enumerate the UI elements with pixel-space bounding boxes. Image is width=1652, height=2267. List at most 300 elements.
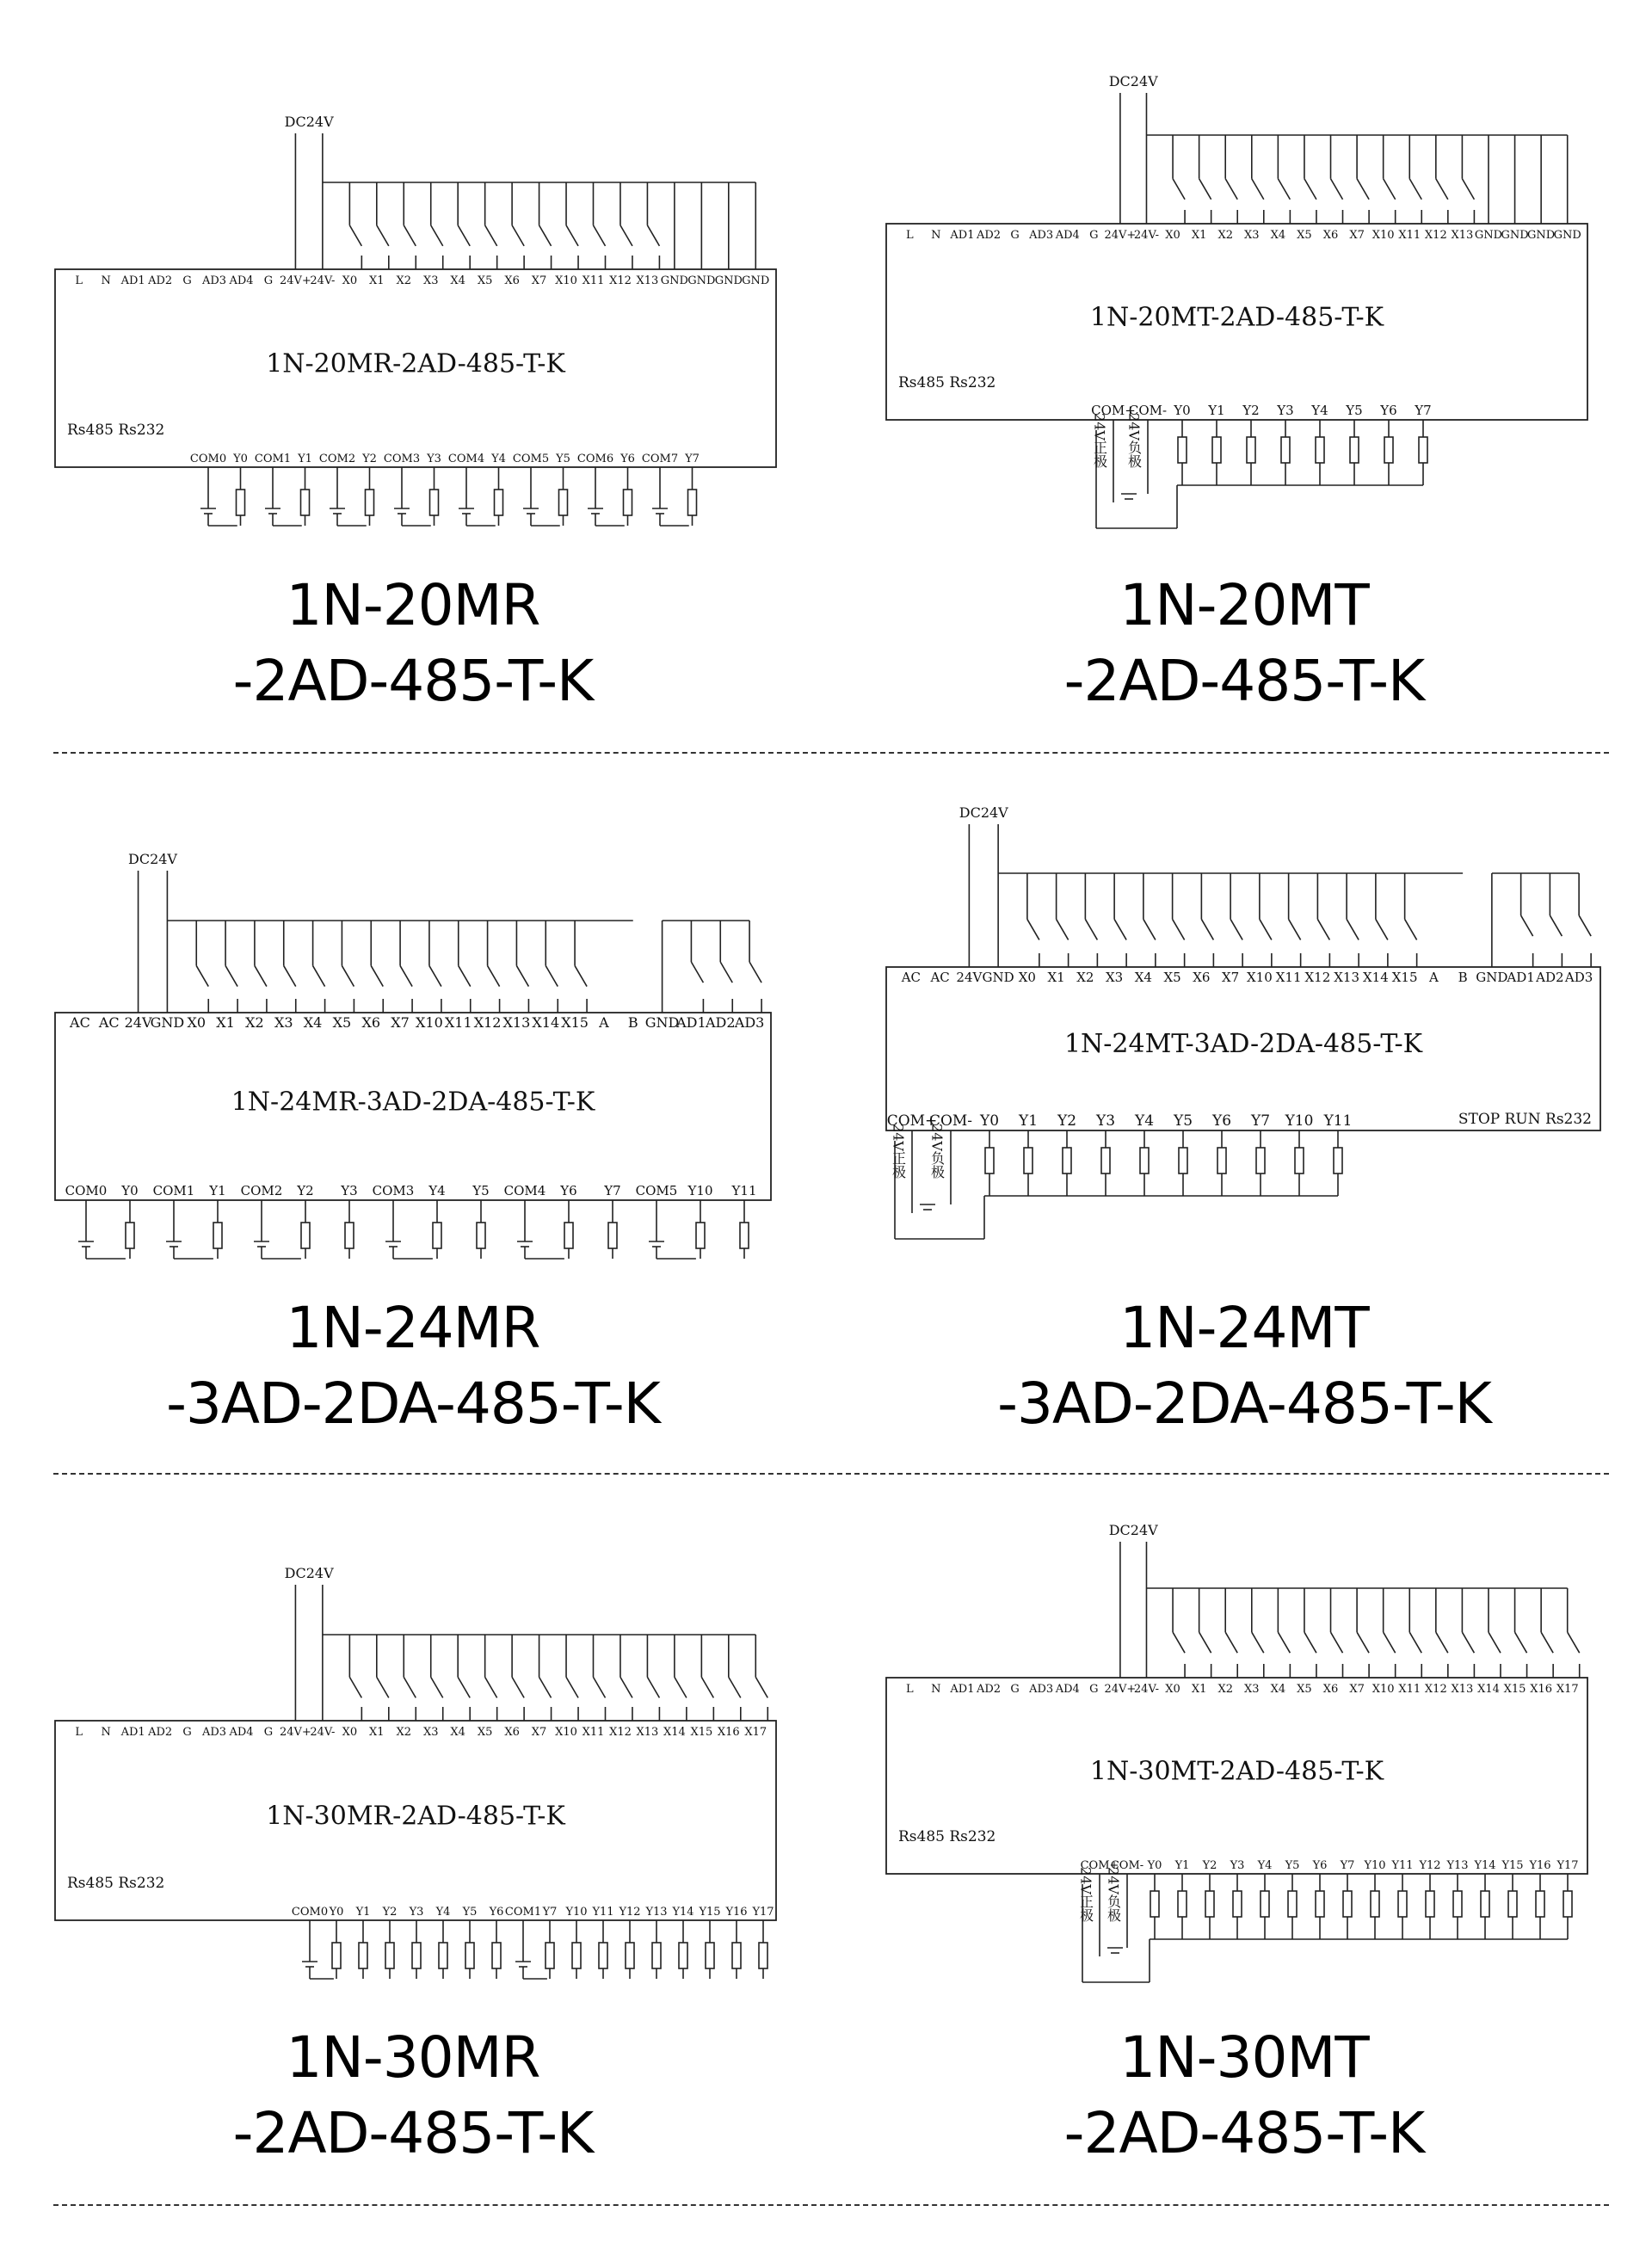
bottom-terminal-label: Y4 (1311, 403, 1328, 418)
switch-contact (485, 225, 497, 246)
resistor-icon (465, 1943, 474, 1968)
bottom-terminal-label: Y13 (645, 1906, 668, 1919)
top-terminal-label: X0 (1165, 1683, 1180, 1696)
switch-contact (1114, 919, 1126, 939)
caption-line-1: 1N-24MR (286, 1295, 540, 1361)
power-label: DC24V (128, 851, 177, 867)
bottom-terminal-label: COM1 (504, 1906, 542, 1919)
bottom-terminal-label: Y1 (209, 1183, 226, 1198)
top-terminal-label: GND (1476, 970, 1508, 985)
bottom-terminal-label: Y15 (699, 1906, 721, 1919)
top-terminal-label: AD4 (1055, 1683, 1080, 1696)
top-terminal-label: B (627, 1014, 638, 1031)
top-terminal-label: GND (660, 274, 688, 287)
power-label: DC24V (1108, 73, 1158, 89)
top-terminal-label: X5 (332, 1014, 352, 1031)
top-terminal-label: X7 (1222, 970, 1240, 985)
bottom-terminal-label: Y17 (752, 1906, 774, 1919)
top-terminal-label: X2 (396, 1726, 412, 1739)
switch-contact (647, 225, 659, 246)
module-title: 1N-20MT-2AD-485-T-K (1089, 302, 1384, 333)
switch-contact (1521, 915, 1533, 936)
negative-label: 24V负极 (928, 1124, 946, 1179)
switch-contact (512, 1677, 524, 1697)
bottom-terminal-label: Y0 (329, 1906, 344, 1919)
separator-1 (53, 752, 1609, 754)
top-terminal-label: AD4 (229, 274, 254, 287)
resistor-icon (237, 490, 245, 515)
bottom-terminal-label: Y11 (731, 1183, 757, 1198)
module-title: 1N-30MT-2AD-485-T-K (1089, 1756, 1384, 1787)
top-terminal-label: X4 (303, 1014, 323, 1031)
bottom-terminal-label: Y4 (435, 1906, 451, 1919)
resistor-icon (1508, 1891, 1517, 1917)
top-terminal-label: GND (1527, 229, 1556, 242)
top-terminal-label: X4 (1270, 229, 1286, 242)
top-terminal-label: X11 (1275, 970, 1302, 985)
top-terminal-label: X11 (582, 1726, 605, 1739)
switch-contact (1173, 1632, 1185, 1653)
power-label: DC24V (959, 804, 1008, 821)
resistor-icon (1453, 1891, 1462, 1917)
top-terminal-label: X10 (1372, 229, 1395, 242)
bottom-terminal-label: COM- (928, 1112, 973, 1130)
top-terminal-label: X3 (1244, 1683, 1260, 1696)
resistor-icon (1024, 1148, 1032, 1174)
separator-3 (53, 2204, 1609, 2206)
bottom-terminal-label: COM- (1110, 1859, 1144, 1872)
top-terminal-label: A (1428, 970, 1439, 985)
top-terminal-label: X2 (245, 1014, 264, 1031)
top-terminal-label: L (905, 229, 914, 242)
switch-contact (1260, 919, 1272, 939)
switch-contact (313, 966, 325, 987)
bottom-terminal-label: COM+ (1091, 403, 1136, 418)
caption-line-1: 1N-20MR (286, 572, 540, 638)
switch-contact (404, 225, 416, 246)
switch-contact (1057, 919, 1069, 939)
negative-label: 24V负极 (1125, 413, 1143, 468)
top-terminal-label: X1 (1047, 970, 1065, 985)
power-label: DC24V (284, 114, 334, 130)
resistor-icon (688, 490, 697, 515)
top-terminal-label: 24V- (1133, 1683, 1160, 1696)
resistor-icon (1426, 1891, 1434, 1917)
switch-contact (431, 1677, 443, 1697)
bottom-terminal-label: COM5 (512, 453, 550, 465)
resistor-icon (1398, 1891, 1407, 1917)
module-title: 1N-24MR-3AD-2DA-485-T-K (231, 1087, 595, 1118)
switch-contact (1550, 915, 1562, 936)
top-terminal-label: X2 (1076, 970, 1094, 985)
comm-label: Rs485 Rs232 (898, 1828, 996, 1845)
switch-contact (404, 1677, 416, 1697)
bottom-terminal-label: Y7 (1250, 1112, 1271, 1130)
resistor-icon (679, 1943, 687, 1968)
top-terminal-label: X13 (1451, 1683, 1474, 1696)
resistor-icon (366, 490, 374, 515)
bottom-terminal-label: COM- (1128, 403, 1168, 418)
resistor-icon (495, 490, 503, 515)
top-terminal-label: B (1458, 970, 1468, 985)
resistor-icon (706, 1943, 714, 1968)
bottom-terminal-label: Y5 (1285, 1859, 1300, 1872)
bottom-terminal-label: Y0 (233, 453, 248, 465)
top-terminal-label: G (1010, 1683, 1020, 1696)
top-terminal-label: X3 (422, 1726, 439, 1739)
switch-contact (1304, 179, 1316, 200)
switch-contact (458, 225, 470, 246)
switch-contact (749, 962, 761, 983)
top-terminal-label: X13 (502, 1014, 531, 1031)
top-terminal-label: X13 (636, 1726, 659, 1739)
switch-contact (516, 966, 528, 987)
top-terminal-label: X4 (450, 274, 465, 287)
resistor-icon (1212, 437, 1221, 463)
switch-contact (1252, 179, 1264, 200)
top-terminal-label: X11 (1398, 1683, 1421, 1696)
switch-contact (459, 966, 471, 987)
resistor-icon (1150, 1891, 1159, 1917)
resistor-icon (652, 1943, 661, 1968)
top-terminal-label: X3 (1106, 970, 1124, 985)
switch-contact (1225, 1632, 1237, 1653)
top-terminal-label: X6 (361, 1014, 381, 1031)
bottom-terminal-label: Y7 (685, 453, 700, 465)
bottom-terminal-label: COM7 (641, 453, 679, 465)
top-terminal-label: AD3 (734, 1014, 765, 1031)
bottom-terminal-label: Y5 (1173, 1112, 1193, 1130)
bottom-terminal-label: COM0 (189, 453, 227, 465)
top-terminal-label: X1 (216, 1014, 235, 1031)
top-terminal-label: X5 (477, 274, 493, 287)
top-terminal-label: AD1 (676, 1014, 706, 1031)
resistor-icon (430, 490, 439, 515)
switch-contact (342, 966, 354, 987)
switch-contact (575, 966, 587, 987)
top-terminal-label: X12 (609, 274, 632, 287)
bottom-terminal-label: Y0 (121, 1183, 139, 1198)
switch-contact (1515, 1632, 1527, 1653)
caption-24mr (86, 1291, 740, 1442)
bottom-terminal-label: COM1 (254, 453, 292, 465)
top-terminal-label: AD2 (976, 1683, 1002, 1696)
switch-contact (1541, 1632, 1553, 1653)
top-terminal-label: AD2 (976, 229, 1002, 242)
top-terminal-label: X5 (477, 1726, 493, 1739)
bottom-terminal-label: Y1 (298, 453, 312, 465)
top-terminal-label: G (263, 274, 274, 287)
resistor-icon (433, 1223, 441, 1248)
resistor-icon (1178, 437, 1187, 463)
resistor-icon (492, 1943, 501, 1968)
top-terminal-label: G (263, 1726, 274, 1739)
resistor-icon (477, 1223, 485, 1248)
top-terminal-label: X4 (1270, 1683, 1286, 1696)
bottom-terminal-label: Y1 (1174, 1859, 1190, 1872)
top-terminal-label: AD4 (1055, 229, 1080, 242)
switch-contact (371, 966, 383, 987)
top-terminal-label: X1 (369, 274, 385, 287)
top-terminal-label: X5 (1297, 229, 1312, 242)
top-terminal-label: X14 (1362, 970, 1389, 985)
bottom-terminal-label: Y0 (1147, 1859, 1162, 1872)
switch-contact (755, 1677, 767, 1697)
top-terminal-label: 24V (956, 970, 983, 985)
top-terminal-label: X14 (1477, 1683, 1500, 1696)
top-terminal-label: X1 (369, 1726, 385, 1739)
switch-contact (1357, 1632, 1369, 1653)
top-terminal-label: X2 (396, 274, 412, 287)
resistor-icon (1256, 1148, 1265, 1174)
power-label: DC24V (1108, 1522, 1158, 1538)
resistor-icon (564, 1223, 573, 1248)
resistor-icon (572, 1943, 581, 1968)
positive-label: 24V正极 (890, 1124, 907, 1179)
switch-contact (400, 966, 412, 987)
switch-contact (488, 966, 500, 987)
top-terminal-label: X6 (504, 1726, 520, 1739)
resistor-icon (126, 1223, 134, 1248)
resistor-icon (439, 1943, 447, 1968)
resistor-icon (332, 1943, 341, 1968)
top-terminal-label: AD1 (950, 1683, 975, 1696)
switch-contact (1317, 919, 1329, 939)
bottom-terminal-label: Y7 (542, 1906, 558, 1919)
resistor-icon (301, 490, 310, 515)
top-terminal-label: X14 (663, 1726, 686, 1739)
separator-2 (53, 1473, 1609, 1475)
positive-label: 24V正极 (1077, 1867, 1094, 1922)
resistor-icon (626, 1943, 634, 1968)
top-terminal-label: GND (644, 1014, 680, 1031)
switch-contact (1085, 919, 1097, 939)
top-terminal-label: X4 (450, 1726, 465, 1739)
bottom-terminal-label: Y7 (604, 1183, 621, 1198)
caption-line-1: 1N-20MT (1119, 572, 1369, 638)
resistor-icon (985, 1148, 994, 1174)
bottom-terminal-label: Y5 (462, 1906, 478, 1919)
top-terminal-label: X10 (555, 1726, 577, 1739)
comm-label: STOP RUN Rs232 (1458, 1111, 1592, 1128)
switch-contact (1384, 1632, 1396, 1653)
top-terminal-label: X5 (1163, 970, 1181, 985)
resistor-icon (1063, 1148, 1071, 1174)
bottom-terminal-label: Y6 (1312, 1859, 1328, 1872)
bottom-terminal-label: Y2 (1202, 1859, 1217, 1872)
top-terminal-label: L (905, 1683, 914, 1696)
switch-contact (1568, 1632, 1580, 1653)
bottom-terminal-label: Y3 (1277, 403, 1294, 418)
resistor-icon (1101, 1148, 1110, 1174)
caption-line-2: -2AD-485-T-K (1063, 648, 1425, 714)
switch-contact (1436, 179, 1448, 200)
top-terminal-label: AD3 (201, 1726, 227, 1739)
top-terminal-label: 24V- (310, 274, 336, 287)
top-terminal-label: X12 (1304, 970, 1331, 985)
top-terminal-label: X11 (444, 1014, 472, 1031)
top-terminal-label: GND (1501, 229, 1529, 242)
top-terminal-label: N (931, 229, 941, 242)
power-label: DC24V (284, 1565, 334, 1581)
resistor-icon (1343, 1891, 1352, 1917)
switch-contact (1347, 919, 1359, 939)
top-terminal-label: AD2 (1536, 970, 1564, 985)
switch-contact (196, 966, 208, 987)
top-terminal-label: N (101, 1726, 111, 1739)
top-terminal-label: X10 (555, 274, 577, 287)
bottom-terminal-label: Y4 (428, 1183, 446, 1198)
top-terminal-label: AC (98, 1014, 120, 1031)
switch-contact (691, 962, 703, 983)
bottom-terminal-label: Y2 (362, 453, 377, 465)
comm-label: Rs485 Rs232 (898, 374, 996, 391)
switch-contact (1278, 179, 1290, 200)
top-terminal-label: X5 (1297, 1683, 1312, 1696)
top-terminal-label: L (75, 1726, 83, 1739)
top-terminal-label: 24V+ (1104, 229, 1137, 242)
bottom-terminal-label: Y6 (1211, 1112, 1232, 1130)
bottom-terminal-label: COM2 (240, 1183, 283, 1198)
bottom-terminal-label: COM4 (503, 1183, 546, 1198)
bottom-terminal-label: Y10 (1285, 1112, 1314, 1130)
top-terminal-label: AC (901, 970, 922, 985)
resistor-icon (1288, 1891, 1297, 1917)
switch-contact (1405, 919, 1417, 939)
switch-contact (675, 1677, 687, 1697)
top-terminal-label: X0 (1018, 970, 1036, 985)
top-terminal-label: X1 (1191, 1683, 1207, 1696)
top-terminal-label: 24V+ (280, 274, 311, 287)
top-terminal-label: 24V (124, 1014, 152, 1031)
switch-contact (429, 966, 441, 987)
top-terminal-label: AD1 (120, 1726, 145, 1739)
bottom-terminal-label: Y17 (1556, 1859, 1579, 1872)
top-terminal-label: 24V- (1133, 229, 1160, 242)
switch-contact (720, 962, 732, 983)
top-terminal-label: AC (70, 1014, 90, 1031)
module-title: 1N-20MR-2AD-485-T-K (266, 348, 565, 379)
switch-contact (1278, 1632, 1290, 1653)
top-terminal-label: X15 (1503, 1683, 1526, 1696)
top-terminal-label: X11 (582, 274, 605, 287)
positive-label: 24V正极 (1091, 413, 1108, 468)
switch-contact (594, 225, 606, 246)
caption-line-2: -3AD-2DA-485-T-K (166, 1371, 660, 1437)
resistor-icon (1350, 437, 1359, 463)
switch-contact (1462, 179, 1474, 200)
bottom-terminal-label: Y3 (341, 1183, 358, 1198)
resistor-icon (1217, 1148, 1226, 1174)
bottom-terminal-label: Y10 (565, 1906, 588, 1919)
top-terminal-label: X2 (1217, 1683, 1233, 1696)
switch-contact (647, 1677, 659, 1697)
resistor-icon (599, 1943, 607, 1968)
bottom-terminal-label: COM1 (152, 1183, 195, 1198)
caption-line-2: -2AD-485-T-K (232, 2100, 594, 2166)
top-terminal-label: N (101, 274, 111, 287)
bottom-terminal-label: Y11 (592, 1906, 614, 1919)
top-terminal-label: X13 (1451, 229, 1474, 242)
top-terminal-label: X12 (1424, 229, 1447, 242)
resistor-icon (1178, 1891, 1187, 1917)
bottom-terminal-label: Y10 (1364, 1859, 1386, 1872)
resistor-icon (624, 490, 632, 515)
switch-contact (1579, 915, 1591, 936)
top-terminal-label: X10 (1372, 1683, 1395, 1696)
switch-contact (701, 1677, 713, 1697)
resistor-icon (740, 1223, 749, 1248)
top-terminal-label: GND (1553, 229, 1581, 242)
top-terminal-label: AD3 (1029, 229, 1054, 242)
bottom-terminal-label: COM4 (447, 453, 485, 465)
bottom-terminal-label: Y6 (560, 1183, 577, 1198)
bottom-terminal-label: Y0 (979, 1112, 1000, 1130)
switch-contact (1252, 1632, 1264, 1653)
top-terminal-label: X0 (1165, 229, 1180, 242)
top-terminal-label: X12 (609, 1726, 632, 1739)
top-terminal-label: X0 (342, 1726, 358, 1739)
top-terminal-label: L (75, 274, 83, 287)
top-terminal-label: X15 (561, 1014, 589, 1031)
caption-line-2: -2AD-485-T-K (1063, 2100, 1425, 2166)
resistor-icon (696, 1223, 705, 1248)
switch-contact (1225, 179, 1237, 200)
resistor-icon (345, 1223, 354, 1248)
caption-line-1: 1N-24MT (1119, 1295, 1369, 1361)
top-terminal-label: X6 (504, 274, 520, 287)
top-terminal-label: X7 (391, 1014, 410, 1031)
bottom-terminal-label: Y4 (1134, 1112, 1155, 1130)
resistor-icon (759, 1943, 767, 1968)
resistor-icon (1295, 1148, 1304, 1174)
caption-24mt (917, 1291, 1571, 1442)
top-terminal-label: X15 (690, 1726, 713, 1739)
top-terminal-label: X16 (717, 1726, 740, 1739)
top-terminal-label: X0 (187, 1014, 206, 1031)
bottom-terminal-label: Y2 (1057, 1112, 1077, 1130)
switch-contact (1331, 179, 1343, 200)
resistor-icon (1563, 1891, 1572, 1917)
resistor-icon (213, 1223, 222, 1248)
caption-30mt (917, 2020, 1571, 2172)
panel-30mr (55, 1565, 776, 1979)
top-terminal-label: AD2 (148, 274, 173, 287)
negative-label: 24V负极 (1105, 1867, 1122, 1922)
top-terminal-label: 24V+ (280, 1726, 311, 1739)
caption-line-1: 1N-30MR (286, 2024, 540, 2091)
bottom-terminal-label: COM0 (65, 1183, 108, 1198)
top-terminal-label: X1 (1191, 229, 1207, 242)
top-terminal-label: G (182, 1726, 192, 1739)
top-terminal-label: X12 (1424, 1683, 1447, 1696)
switch-contact (1230, 919, 1242, 939)
switch-contact (1436, 1632, 1448, 1653)
bottom-terminal-label: Y3 (1230, 1859, 1245, 1872)
bottom-terminal-label: Y13 (1446, 1859, 1469, 1872)
resistor-icon (1316, 1891, 1324, 1917)
top-terminal-label: G (1010, 229, 1020, 242)
top-terminal-label: G (182, 274, 192, 287)
caption-30mr (86, 2020, 740, 2172)
switch-contact (1331, 1632, 1343, 1653)
resistor-icon (412, 1943, 421, 1968)
resistor-icon (385, 1943, 394, 1968)
top-terminal-label: AD2 (705, 1014, 736, 1031)
switch-contact (431, 225, 443, 246)
bottom-terminal-label: COM6 (576, 453, 614, 465)
resistor-icon (1316, 437, 1324, 463)
